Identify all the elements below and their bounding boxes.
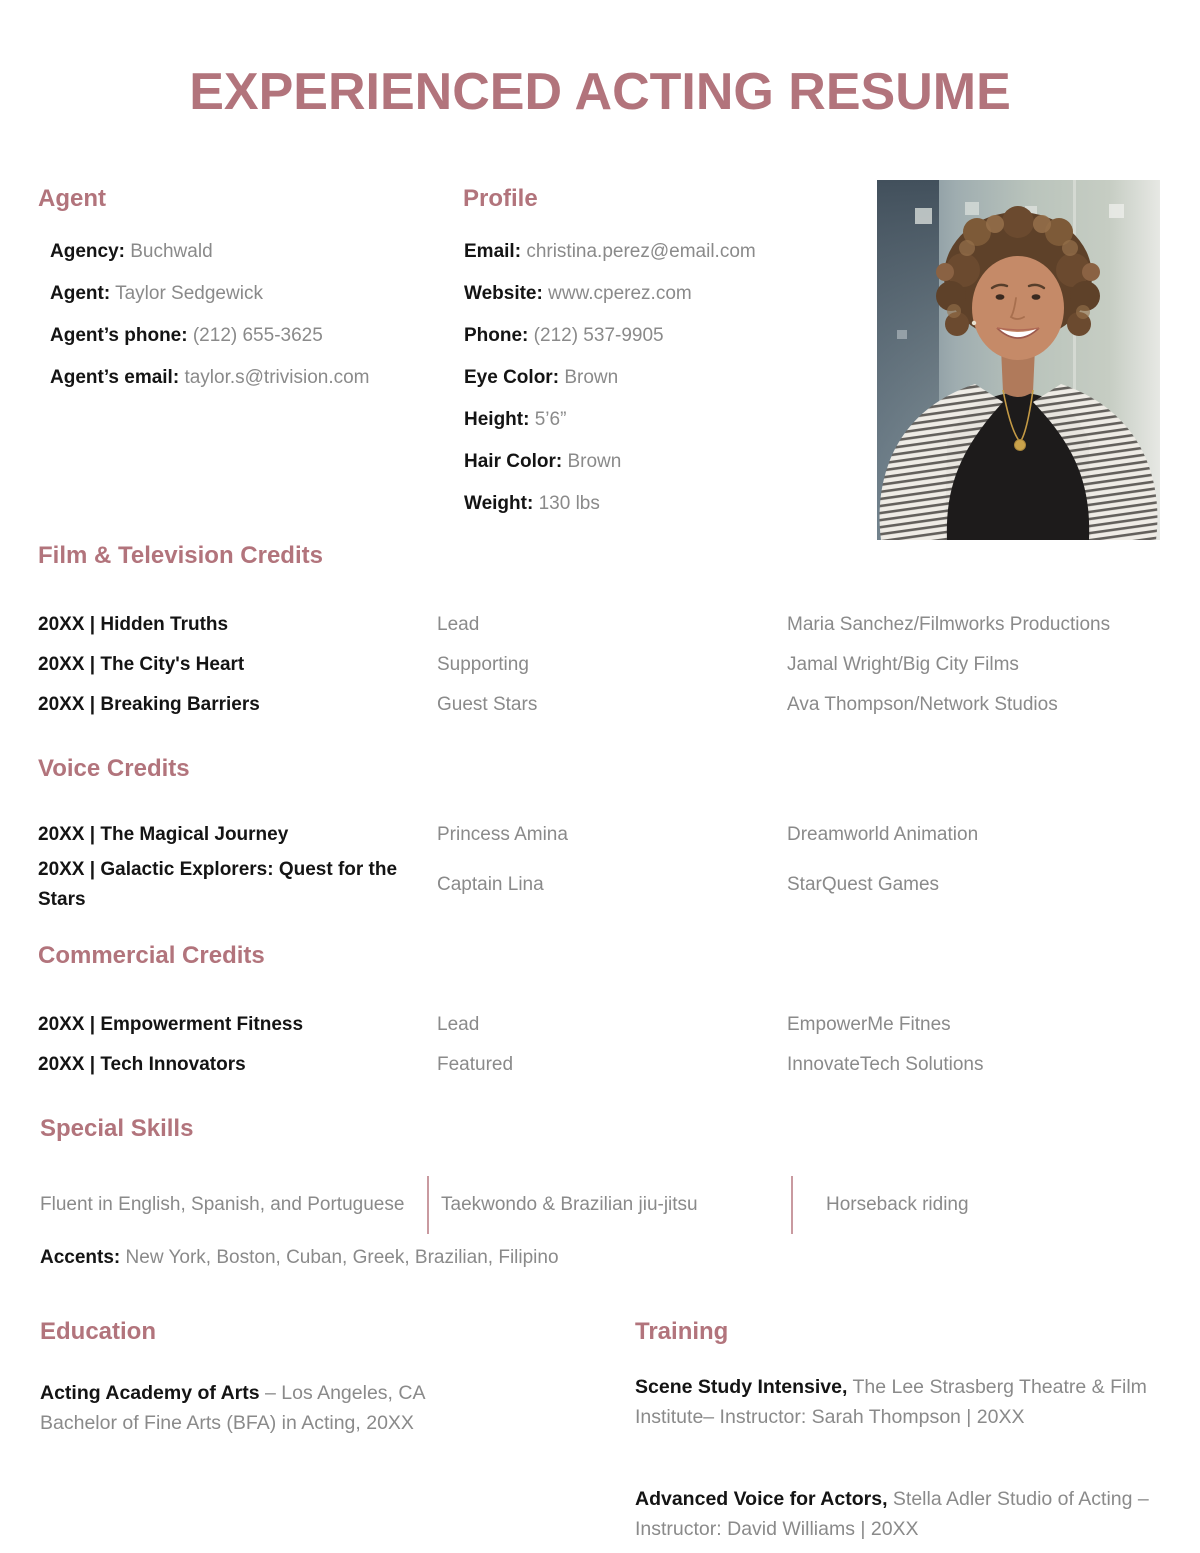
- credit-role: Featured: [437, 1054, 514, 1075]
- section-heading-training: Training: [635, 1318, 729, 1345]
- credit-title: 20XX | The Magical Journey: [38, 824, 289, 845]
- film-tv-credits: [38, 605, 1162, 725]
- profile-field-website: [464, 282, 756, 324]
- section-heading-special-skills: Special Skills: [40, 1115, 194, 1142]
- skill-item: [40, 1176, 427, 1234]
- training-course: Advanced Voice for Actors,: [635, 1488, 888, 1510]
- credit-company: StarQuest Games: [787, 874, 940, 895]
- training-entry-scene-study: [635, 1372, 1155, 1432]
- skill-text: Horseback riding: [826, 1194, 969, 1215]
- agent-field-agent: [50, 282, 370, 324]
- section-heading-agent: Agent: [38, 185, 106, 212]
- credit-row: [38, 855, 1162, 915]
- training-entry-advanced-voice: [635, 1484, 1155, 1544]
- credit-row: [38, 685, 1162, 725]
- section-heading-profile: Profile: [463, 185, 538, 212]
- skill-item: [427, 1176, 791, 1234]
- credit-company: EmpowerMe Fitnes: [787, 1014, 951, 1035]
- field-value: taylor.s@trivision.com: [184, 367, 370, 388]
- credit-row: [38, 645, 1162, 685]
- education-school: Acting Academy of Arts: [40, 1382, 260, 1404]
- field-value: Brown: [567, 451, 622, 472]
- section-heading-education: Education: [40, 1318, 157, 1345]
- profile-fields: [464, 240, 756, 534]
- credit-company: Ava Thompson/Network Studios: [787, 694, 1058, 715]
- credit-role: Guest Stars: [437, 694, 538, 715]
- field-value: Taylor Sedgewick: [115, 283, 263, 304]
- credit-company: Dreamworld Animation: [787, 824, 979, 845]
- credit-title: 20XX | Tech Innovators: [38, 1054, 246, 1075]
- training-details: The Lee Strasberg Theatre & Film Institute– Instructor: Sarah Thompson | 20XX: [635, 1376, 1147, 1428]
- profile-field-hair-color: [464, 450, 756, 492]
- credit-role: Princess Amina: [437, 824, 568, 845]
- field-label: Height:: [464, 409, 530, 430]
- field-label: Email:: [464, 241, 522, 262]
- special-skills-row: [40, 1176, 1160, 1234]
- credit-company: InnovateTech Solutions: [787, 1054, 984, 1075]
- section-heading-film-tv: Film & Television Credits: [38, 542, 323, 569]
- credit-role: Captain Lina: [437, 874, 544, 895]
- field-label: Eye Color:: [464, 367, 560, 388]
- field-value: Brown: [564, 367, 619, 388]
- field-label: Weight:: [464, 493, 534, 514]
- field-value: (212) 537-9905: [533, 325, 664, 346]
- commercial-credits: [38, 1005, 1162, 1085]
- field-label: Agent’s phone:: [50, 325, 188, 346]
- education-degree: Bachelor of Fine Arts (BFA) in Acting, 20XX: [40, 1412, 414, 1434]
- credit-title: 20XX | Hidden Truths: [38, 614, 229, 635]
- profile-field-phone: [464, 324, 756, 366]
- voice-credits: [38, 815, 1162, 915]
- profile-field-height: [464, 408, 756, 450]
- credit-company: Jamal Wright/Big City Films: [787, 654, 1019, 675]
- field-label: Agency:: [50, 241, 125, 262]
- agent-field-agency: [50, 240, 370, 282]
- section-heading-commercial: Commercial Credits: [38, 942, 265, 969]
- skill-text: Taekwondo & Brazilian jiu-jitsu: [441, 1194, 698, 1215]
- profile-field-weight: [464, 492, 756, 534]
- credit-title: 20XX | The City's Heart: [38, 654, 245, 675]
- credit-role: Lead: [437, 614, 480, 635]
- headshot-photo: [877, 180, 1160, 540]
- credit-row: [38, 605, 1162, 645]
- field-value: (212) 655-3625: [192, 325, 323, 346]
- field-label: Agent’s email:: [50, 367, 180, 388]
- credit-role: Lead: [437, 1014, 480, 1035]
- field-value: 130 lbs: [538, 493, 600, 514]
- agent-field-email: [50, 366, 370, 408]
- credit-row: [38, 1005, 1162, 1045]
- skill-item: [791, 1176, 1160, 1234]
- field-label: Agent:: [50, 283, 111, 304]
- credit-title: 20XX | Galactic Explorers: Quest for the Stars: [38, 859, 398, 910]
- education-location: – Los Angeles, CA: [259, 1382, 426, 1404]
- credit-title: 20XX | Breaking Barriers: [38, 694, 260, 715]
- field-label: Phone:: [464, 325, 529, 346]
- field-label: Hair Color:: [464, 451, 563, 472]
- agent-field-phone: [50, 324, 370, 366]
- section-heading-voice: Voice Credits: [38, 755, 190, 782]
- agent-fields: [50, 240, 370, 408]
- education-entry: [40, 1378, 520, 1438]
- credit-row: [38, 815, 1162, 855]
- skill-text: Fluent in English, Spanish, and Portuguese: [40, 1194, 405, 1215]
- credit-role: Supporting: [437, 654, 529, 675]
- training-details: Stella Adler Studio of Acting – Instructor: David Williams | 20XX: [635, 1488, 1149, 1540]
- field-value: Buchwald: [130, 241, 213, 262]
- page-title: EXPERIENCED ACTING RESUME: [189, 63, 1011, 121]
- accents-value: New York, Boston, Cuban, Greek, Brazilian, Filipino: [125, 1247, 559, 1268]
- training-course: Scene Study Intensive,: [635, 1376, 848, 1398]
- credit-company: Maria Sanchez/Filmworks Productions: [787, 614, 1111, 635]
- field-value: 5’6”: [534, 409, 567, 430]
- profile-field-email: [464, 240, 756, 282]
- field-value: christina.perez@email.com: [526, 241, 756, 262]
- profile-field-eye-color: [464, 366, 756, 408]
- credit-row: [38, 1045, 1162, 1085]
- credit-title: 20XX | Empowerment Fitness: [38, 1014, 304, 1035]
- accents-label: Accents:: [40, 1247, 121, 1268]
- accents-line: [40, 1243, 559, 1273]
- field-value: www.cperez.com: [548, 283, 692, 304]
- field-label: Website:: [464, 283, 543, 304]
